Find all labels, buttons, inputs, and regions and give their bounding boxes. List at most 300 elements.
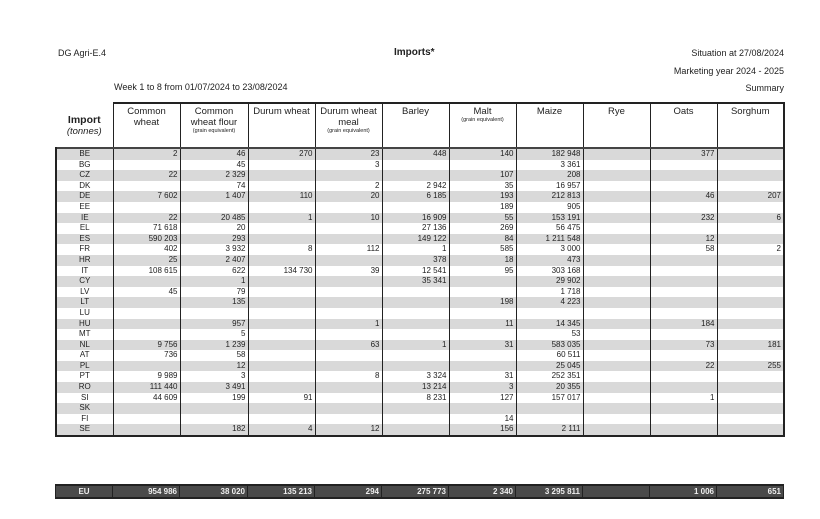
- value-cell: 6 185: [382, 191, 449, 202]
- value-cell: [650, 276, 717, 287]
- value-cell: 14: [449, 414, 516, 425]
- table-row: [56, 244, 784, 255]
- value-cell: [180, 308, 248, 319]
- value-cell: [315, 414, 382, 425]
- value-cell: 11: [449, 319, 516, 330]
- value-cell: 193: [449, 191, 516, 202]
- value-cell: 39: [315, 266, 382, 277]
- value-cell: 736: [113, 350, 180, 361]
- value-cell: 22: [650, 361, 717, 372]
- col-header: Oats: [650, 103, 717, 148]
- country-code: HU: [56, 319, 113, 330]
- value-cell: [650, 160, 717, 171]
- value-cell: [650, 202, 717, 213]
- value-cell: 22: [113, 213, 180, 224]
- country-code: BG: [56, 160, 113, 171]
- eu-total-row: [56, 485, 784, 498]
- value-cell: 153 191: [516, 213, 583, 224]
- value-cell: [583, 287, 650, 298]
- value-cell: [248, 308, 315, 319]
- value-cell: [717, 297, 784, 308]
- value-cell: [315, 308, 382, 319]
- value-cell: 112: [315, 244, 382, 255]
- value-cell: [113, 319, 180, 330]
- col-header: Maize: [516, 103, 583, 148]
- value-cell: 20: [315, 191, 382, 202]
- value-cell: 134 730: [248, 266, 315, 277]
- country-code: SI: [56, 393, 113, 404]
- value-cell: [650, 181, 717, 192]
- value-cell: [717, 393, 784, 404]
- country-code: RO: [56, 382, 113, 393]
- value-cell: 2 111: [516, 424, 583, 436]
- value-cell: [382, 308, 449, 319]
- value-cell: [583, 202, 650, 213]
- summary-label: Summary: [745, 83, 784, 93]
- value-cell: 127: [449, 393, 516, 404]
- value-cell: [113, 181, 180, 192]
- value-cell: [717, 371, 784, 382]
- total-cell: 2 340: [449, 485, 516, 498]
- value-cell: 583 035: [516, 340, 583, 351]
- marketing-year: Marketing year 2024 - 2025: [673, 66, 784, 76]
- value-cell: [248, 170, 315, 181]
- value-cell: [583, 148, 650, 160]
- value-cell: [382, 350, 449, 361]
- table-row: [56, 371, 784, 382]
- table-row: [56, 255, 784, 266]
- value-cell: 25: [113, 255, 180, 266]
- country-code: NL: [56, 340, 113, 351]
- value-cell: [583, 160, 650, 171]
- value-cell: [248, 382, 315, 393]
- value-cell: 3 491: [180, 382, 248, 393]
- value-cell: 269: [449, 223, 516, 234]
- value-cell: 2: [315, 181, 382, 192]
- value-cell: [717, 148, 784, 160]
- table-row: [56, 414, 784, 425]
- value-cell: [717, 414, 784, 425]
- value-cell: 3: [180, 371, 248, 382]
- table-row: [56, 350, 784, 361]
- value-cell: 35: [449, 181, 516, 192]
- col-header: Common wheat: [113, 103, 180, 148]
- value-cell: [315, 234, 382, 245]
- value-cell: 4 223: [516, 297, 583, 308]
- value-cell: [583, 297, 650, 308]
- value-cell: [315, 329, 382, 340]
- total-cell: 1 006: [650, 485, 717, 498]
- value-cell: 111 440: [113, 382, 180, 393]
- country-code: ES: [56, 234, 113, 245]
- value-cell: 3 361: [516, 160, 583, 171]
- value-cell: [583, 329, 650, 340]
- value-cell: [583, 308, 650, 319]
- table-row: [56, 234, 784, 245]
- value-cell: 303 168: [516, 266, 583, 277]
- value-cell: [315, 170, 382, 181]
- value-cell: 1 407: [180, 191, 248, 202]
- country-code: DE: [56, 191, 113, 202]
- value-cell: 402: [113, 244, 180, 255]
- value-cell: [583, 170, 650, 181]
- value-cell: [248, 319, 315, 330]
- value-cell: [113, 297, 180, 308]
- value-cell: [583, 191, 650, 202]
- value-cell: 107: [449, 170, 516, 181]
- country-code: SE: [56, 424, 113, 436]
- value-cell: 8 231: [382, 393, 449, 404]
- value-cell: 181: [717, 340, 784, 351]
- value-cell: [650, 424, 717, 436]
- eu-total-table: [55, 484, 784, 499]
- value-cell: [382, 319, 449, 330]
- value-cell: [382, 403, 449, 414]
- value-cell: [583, 181, 650, 192]
- value-cell: 3: [449, 382, 516, 393]
- value-cell: [180, 414, 248, 425]
- value-cell: [516, 414, 583, 425]
- country-code: EE: [56, 202, 113, 213]
- country-code: CY: [56, 276, 113, 287]
- value-cell: [113, 403, 180, 414]
- value-cell: [248, 287, 315, 298]
- value-cell: [717, 308, 784, 319]
- value-cell: 9 756: [113, 340, 180, 351]
- value-cell: [315, 361, 382, 372]
- value-cell: [248, 255, 315, 266]
- value-cell: [717, 382, 784, 393]
- value-cell: 84: [449, 234, 516, 245]
- country-code: FI: [56, 414, 113, 425]
- country-code: EL: [56, 223, 113, 234]
- value-cell: [717, 287, 784, 298]
- value-cell: 12: [180, 361, 248, 372]
- value-cell: [315, 393, 382, 404]
- value-cell: 1: [650, 393, 717, 404]
- value-cell: 3: [315, 160, 382, 171]
- value-cell: [248, 160, 315, 171]
- import-label: Import: [67, 113, 101, 126]
- table-row: [56, 403, 784, 414]
- value-cell: [583, 234, 650, 245]
- value-cell: [583, 403, 650, 414]
- value-cell: 56 475: [516, 223, 583, 234]
- value-cell: 91: [248, 393, 315, 404]
- value-cell: [583, 361, 650, 372]
- value-cell: [248, 350, 315, 361]
- value-cell: [717, 276, 784, 287]
- value-cell: [717, 170, 784, 181]
- value-cell: [449, 403, 516, 414]
- value-cell: [382, 202, 449, 213]
- value-cell: 207: [717, 191, 784, 202]
- country-code: IT: [56, 266, 113, 277]
- value-cell: [717, 403, 784, 414]
- country-code: MT: [56, 329, 113, 340]
- value-cell: [717, 160, 784, 171]
- value-cell: 1: [180, 276, 248, 287]
- value-cell: 1 239: [180, 340, 248, 351]
- value-cell: 20 355: [516, 382, 583, 393]
- value-cell: 1: [315, 319, 382, 330]
- value-cell: [583, 382, 650, 393]
- table-row: [56, 319, 784, 330]
- country-code: LV: [56, 287, 113, 298]
- value-cell: 140: [449, 148, 516, 160]
- value-cell: [315, 276, 382, 287]
- value-cell: 9 989: [113, 371, 180, 382]
- value-cell: [382, 287, 449, 298]
- total-cell: 954 986: [113, 485, 180, 498]
- table-row: [56, 308, 784, 319]
- value-cell: [449, 329, 516, 340]
- value-cell: [315, 297, 382, 308]
- value-cell: 95: [449, 266, 516, 277]
- value-cell: [113, 160, 180, 171]
- value-cell: 585: [449, 244, 516, 255]
- table-row: [56, 382, 784, 393]
- value-cell: 110: [248, 191, 315, 202]
- value-cell: [449, 308, 516, 319]
- value-cell: [717, 329, 784, 340]
- value-cell: [248, 276, 315, 287]
- value-cell: [650, 287, 717, 298]
- value-cell: 35 341: [382, 276, 449, 287]
- value-cell: 2: [717, 244, 784, 255]
- value-cell: [315, 223, 382, 234]
- table-row: [56, 191, 784, 202]
- value-cell: [449, 350, 516, 361]
- country-code: AT: [56, 350, 113, 361]
- total-cell: 135 213: [248, 485, 315, 498]
- col-header: Malt (grain equivalent): [449, 103, 516, 148]
- value-cell: [113, 329, 180, 340]
- value-cell: 157 017: [516, 393, 583, 404]
- table-row: [56, 202, 784, 213]
- value-cell: 1: [248, 213, 315, 224]
- value-cell: 31: [449, 371, 516, 382]
- value-cell: 957: [180, 319, 248, 330]
- value-cell: 199: [180, 393, 248, 404]
- value-cell: 74: [180, 181, 248, 192]
- value-cell: [382, 329, 449, 340]
- value-cell: [248, 403, 315, 414]
- country-code: PL: [56, 361, 113, 372]
- value-cell: 5: [180, 329, 248, 340]
- value-cell: 16 909: [382, 213, 449, 224]
- table-row: [56, 340, 784, 351]
- value-cell: 1: [382, 244, 449, 255]
- value-cell: 73: [650, 340, 717, 351]
- value-cell: 198: [449, 297, 516, 308]
- value-cell: [516, 308, 583, 319]
- table-body: [56, 148, 784, 436]
- value-cell: [382, 170, 449, 181]
- value-cell: 1 718: [516, 287, 583, 298]
- value-cell: [449, 276, 516, 287]
- value-cell: [650, 223, 717, 234]
- value-cell: 378: [382, 255, 449, 266]
- value-cell: 14 345: [516, 319, 583, 330]
- value-cell: [113, 424, 180, 436]
- country-code: HR: [56, 255, 113, 266]
- value-cell: [583, 424, 650, 436]
- week-range: Week 1 to 8 from 01/07/2024 to 23/08/2024: [114, 82, 288, 92]
- table-row: [56, 276, 784, 287]
- country-code: LU: [56, 308, 113, 319]
- value-cell: 18: [449, 255, 516, 266]
- value-cell: 29 902: [516, 276, 583, 287]
- col-header: Durum wheat meal (grain equivalent): [315, 103, 382, 148]
- value-cell: 182: [180, 424, 248, 436]
- value-cell: 6: [717, 213, 784, 224]
- value-cell: 46: [650, 191, 717, 202]
- value-cell: 58: [650, 244, 717, 255]
- value-cell: 25 045: [516, 361, 583, 372]
- total-cell: 275 773: [382, 485, 449, 498]
- value-cell: 13 214: [382, 382, 449, 393]
- table-row: [56, 424, 784, 436]
- value-cell: 252 351: [516, 371, 583, 382]
- value-cell: [717, 181, 784, 192]
- col-header: Barley: [382, 103, 449, 148]
- value-cell: 2 407: [180, 255, 248, 266]
- value-cell: 8: [248, 244, 315, 255]
- value-cell: 270: [248, 148, 315, 160]
- value-cell: 46: [180, 148, 248, 160]
- total-cell: [583, 485, 650, 498]
- value-cell: [449, 361, 516, 372]
- country-code: LT: [56, 297, 113, 308]
- value-cell: [382, 414, 449, 425]
- value-cell: 31: [449, 340, 516, 351]
- page-title: Imports*: [394, 47, 435, 58]
- value-cell: 448: [382, 148, 449, 160]
- table-row: [56, 329, 784, 340]
- value-cell: 232: [650, 213, 717, 224]
- value-cell: 10: [315, 213, 382, 224]
- value-cell: 3 324: [382, 371, 449, 382]
- value-cell: [113, 361, 180, 372]
- value-cell: [113, 202, 180, 213]
- value-cell: 60 511: [516, 350, 583, 361]
- value-cell: 622: [180, 266, 248, 277]
- total-cell: 3 295 811: [516, 485, 583, 498]
- value-cell: [583, 319, 650, 330]
- table-row: [56, 213, 784, 224]
- value-cell: [717, 223, 784, 234]
- value-cell: 156: [449, 424, 516, 436]
- value-cell: [583, 350, 650, 361]
- value-cell: 473: [516, 255, 583, 266]
- value-cell: 2 329: [180, 170, 248, 181]
- value-cell: [315, 255, 382, 266]
- value-cell: [382, 424, 449, 436]
- value-cell: 55: [449, 213, 516, 224]
- value-cell: [180, 202, 248, 213]
- value-cell: [583, 213, 650, 224]
- value-cell: 12: [315, 424, 382, 436]
- value-cell: [650, 414, 717, 425]
- value-cell: [315, 350, 382, 361]
- value-cell: [248, 361, 315, 372]
- value-cell: 45: [113, 287, 180, 298]
- unit-label: (tonnes): [66, 125, 102, 137]
- col-header: Rye: [583, 103, 650, 148]
- value-cell: 79: [180, 287, 248, 298]
- value-cell: 3 000: [516, 244, 583, 255]
- total-cell: 294: [315, 485, 382, 498]
- country-code: FR: [56, 244, 113, 255]
- value-cell: [248, 329, 315, 340]
- value-cell: 182 948: [516, 148, 583, 160]
- value-cell: 189: [449, 202, 516, 213]
- table-row: [56, 266, 784, 277]
- value-cell: [583, 266, 650, 277]
- value-cell: [650, 329, 717, 340]
- value-cell: 8: [315, 371, 382, 382]
- value-cell: [180, 403, 248, 414]
- value-cell: [717, 424, 784, 436]
- table-row: [56, 148, 784, 160]
- table-row: [56, 181, 784, 192]
- country-code: IE: [56, 213, 113, 224]
- value-cell: 208: [516, 170, 583, 181]
- col-header: Sorghum: [717, 103, 784, 148]
- col-header: Durum wheat: [248, 103, 315, 148]
- value-cell: [717, 319, 784, 330]
- value-cell: 377: [650, 148, 717, 160]
- country-code: DK: [56, 181, 113, 192]
- total-cell: 651: [717, 485, 784, 498]
- value-cell: [717, 266, 784, 277]
- value-cell: [113, 276, 180, 287]
- value-cell: 63: [315, 340, 382, 351]
- value-cell: 108 615: [113, 266, 180, 277]
- value-cell: 23: [315, 148, 382, 160]
- value-cell: [650, 170, 717, 181]
- value-cell: 1 211 548: [516, 234, 583, 245]
- value-cell: 71 618: [113, 223, 180, 234]
- corner-header: [56, 103, 113, 148]
- value-cell: 20: [180, 223, 248, 234]
- value-cell: 44 609: [113, 393, 180, 404]
- value-cell: [583, 223, 650, 234]
- value-cell: [382, 160, 449, 171]
- table-row: [56, 287, 784, 298]
- value-cell: 22: [113, 170, 180, 181]
- value-cell: [248, 181, 315, 192]
- value-cell: 4: [248, 424, 315, 436]
- value-cell: [315, 287, 382, 298]
- value-cell: 16 957: [516, 181, 583, 192]
- value-cell: [248, 297, 315, 308]
- table-row: [56, 361, 784, 372]
- value-cell: [449, 287, 516, 298]
- value-cell: [248, 414, 315, 425]
- country-code: PT: [56, 371, 113, 382]
- value-cell: [113, 414, 180, 425]
- value-cell: 590 203: [113, 234, 180, 245]
- value-cell: [583, 393, 650, 404]
- imports-table: [55, 102, 785, 437]
- value-cell: [717, 202, 784, 213]
- org-label: DG Agri-E.4: [58, 48, 107, 58]
- country-code: CZ: [56, 170, 113, 181]
- value-cell: [583, 371, 650, 382]
- value-cell: [583, 414, 650, 425]
